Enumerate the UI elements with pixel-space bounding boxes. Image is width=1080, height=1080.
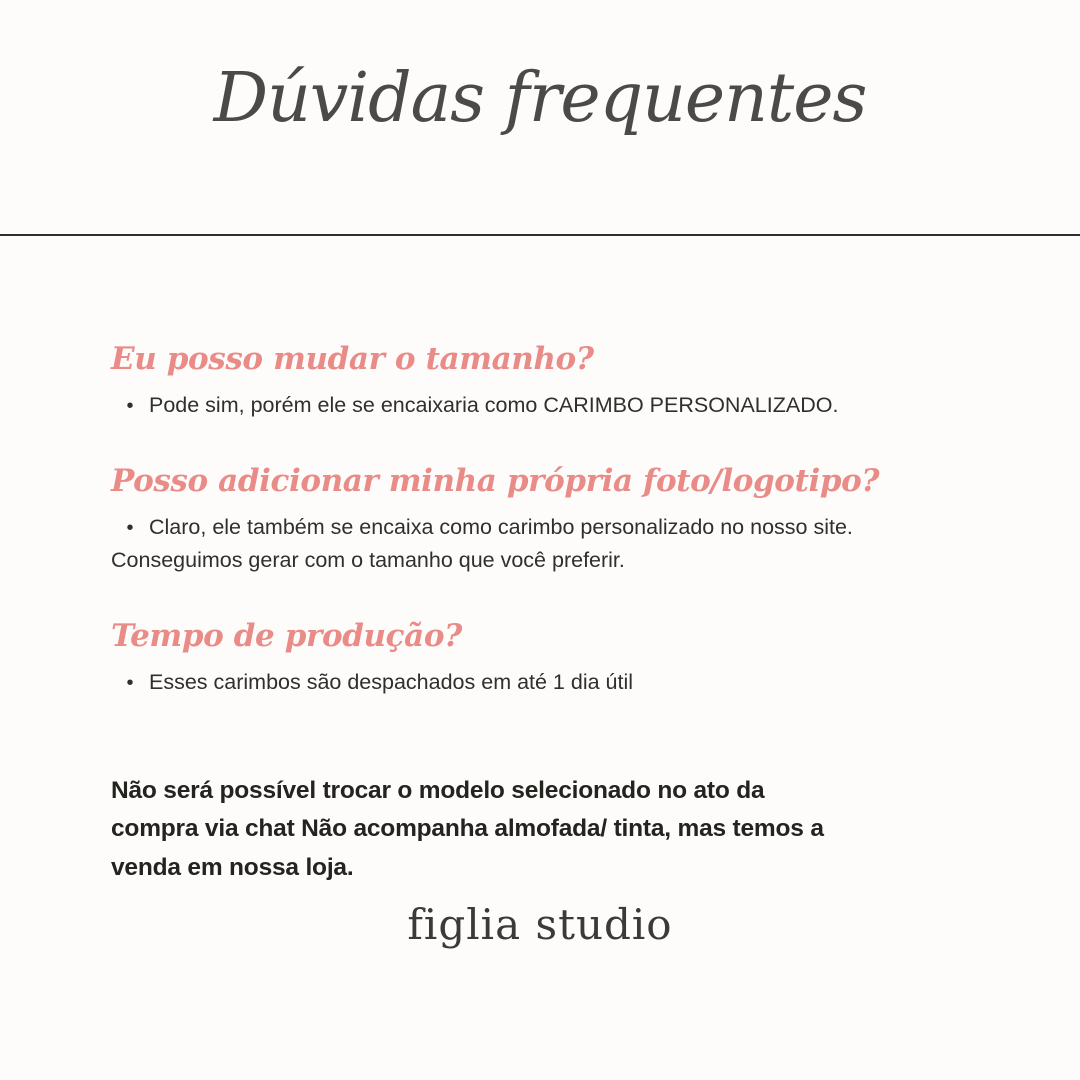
faq-item [111, 617, 971, 699]
page-footer [0, 900, 1080, 949]
closing-note: Não será possível trocar o modelo selecionado no ato da compra via chat Não acompanha almofada/ tinta, mas temos a venda em nossa loja. [111, 776, 824, 881]
brand-logo: figlia studio [407, 900, 673, 949]
faq-answer-text: Claro, ele também se encaixa como carimbo personalizado no nosso site. Conseguimos gerar com o tamanho que você preferir. [111, 514, 853, 573]
bullet-icon: • [126, 394, 134, 417]
page-title: Dúvidas frequentes [213, 59, 867, 139]
faq-answer [111, 511, 971, 578]
faq-item [111, 462, 971, 577]
faq-item [111, 340, 971, 422]
faq-answer [111, 666, 971, 699]
faq-question: Tempo de produção? [111, 618, 462, 655]
faq-question: Eu posso mudar o tamanho? [111, 341, 594, 377]
faq-answer-text: Pode sim, porém ele se encaixaria como CARIMBO PERSONALIZADO. [149, 392, 839, 417]
bullet-icon: • [126, 672, 134, 695]
header-divider [0, 234, 1080, 236]
faq-answer [111, 389, 971, 422]
faq-question: Posso adicionar minha própria foto/logotipo? [111, 463, 880, 500]
bullet-icon: • [126, 516, 134, 539]
faq-answer-text: Esses carimbos são despachados em até 1 dia útil [149, 670, 634, 695]
faq-list [111, 340, 971, 888]
page-header [0, 0, 1080, 234]
